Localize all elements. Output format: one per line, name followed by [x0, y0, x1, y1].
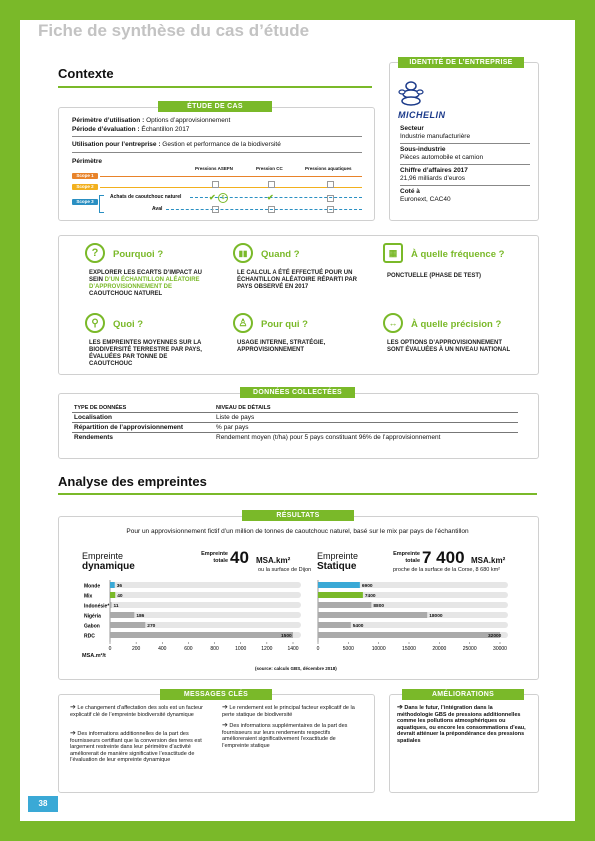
- message-2: [70, 731, 210, 764]
- tick-label: 20000: [432, 646, 447, 652]
- ca-label: Chiffre d’affaires 2017: [400, 167, 468, 174]
- col-aqua: Pressions aquatiques: [305, 166, 352, 171]
- sous-value: Pièces automobile et camion: [400, 154, 484, 161]
- q-quoi-title: Quoi ?: [113, 319, 144, 330]
- col-asefn: Pressions ASEFN: [195, 166, 233, 171]
- message-3-text: Le rendement est le principal facteur explicatif de la perte statique de biodiversité: [222, 705, 355, 718]
- identite-sous: [400, 146, 483, 162]
- bar: [110, 612, 134, 618]
- perimetre-label: Périmètre d’utilisation :: [72, 117, 145, 124]
- divider: [400, 164, 530, 165]
- etude-perimetre: [72, 117, 230, 125]
- identite-secteur: [400, 125, 470, 141]
- utilisation-label: Utilisation pour l’entreprise :: [72, 141, 161, 148]
- q-pourqui-text: USAGE INTERNE, STRATÉGIE, APPROVISIONNEMENT: [237, 340, 326, 353]
- scope3-badge: Scope 3: [72, 199, 98, 205]
- q-frequence-title: À quelle fréquence ?: [411, 249, 505, 260]
- data-label: 36: [116, 584, 123, 590]
- sous-label: Sous-industrie: [400, 146, 446, 153]
- q-pourqui-title: Pour qui ?: [261, 319, 308, 330]
- donnees-table: [72, 403, 518, 442]
- tick-label: 200: [131, 646, 141, 652]
- empty-box-icon: [268, 181, 275, 188]
- cote-value: Euronext, CAC40: [400, 196, 451, 203]
- stat-total-unit: MSA.km²: [471, 556, 506, 565]
- question-mark-icon: ?: [85, 243, 105, 263]
- message-1-text: Le changement d’affectation des sols est un facteur explicatif clé de l’empreinte biodiversité dynamique: [70, 705, 203, 718]
- check-icon-2: ✔: [267, 193, 274, 202]
- calendar-icon: ▦: [383, 243, 403, 263]
- donnees-tag: DONNÉES COLLECTÉES: [240, 387, 355, 398]
- bibendum-icon: [398, 80, 424, 108]
- dyn-total-value: 40: [230, 548, 249, 567]
- tick-label: 0: [108, 646, 112, 652]
- q-pourquoi-text-c: CAOUTCHOUC NATUREL: [89, 291, 163, 297]
- etude-divider-2: [72, 152, 362, 153]
- data-label: 5400: [352, 624, 364, 630]
- data-label: 1500: [281, 634, 292, 640]
- scope2-line: [100, 187, 362, 188]
- data-label: 6900: [361, 584, 373, 590]
- michelin-logo: [398, 80, 424, 113]
- empty-box-icon: [212, 181, 219, 188]
- q-frequence-text: PONCTUELLE (PHASE DE TEST): [387, 273, 482, 279]
- tick-label: 800: [210, 646, 219, 652]
- ruler-icon: ↔: [383, 313, 403, 333]
- data-label: 270: [147, 624, 156, 630]
- message-1: [70, 705, 210, 718]
- person-icon: ♙: [233, 313, 253, 333]
- perimetre-heading: Périmètre: [72, 158, 102, 165]
- table-row: [72, 433, 518, 443]
- table-cell: Rendements: [74, 434, 114, 441]
- frame-left: [0, 0, 20, 841]
- page-title: Fiche de synthèse du cas d’étude: [38, 21, 310, 40]
- bar: [110, 632, 293, 638]
- bar: [110, 592, 115, 598]
- scope1-badge: Scope 1: [72, 173, 98, 179]
- tick-label: 1000: [235, 646, 247, 652]
- identite-ca: [400, 167, 468, 183]
- category-label: Mix: [84, 593, 93, 600]
- q-precision-text: LES OPTIONS D’APPROVISIONNEMENT SONT ÉVALUÉES À UN NIVEAU NATIONAL: [387, 340, 511, 353]
- arrow-right-icon: ➔: [222, 704, 228, 711]
- ameliorations-tag: AMÉLIORATIONS: [402, 689, 524, 700]
- etude-utilisation: [72, 141, 281, 149]
- bar: [318, 582, 360, 588]
- stat-total-value: 7 400: [422, 548, 465, 567]
- etude-periode: [72, 126, 189, 134]
- q-pourquoi-title: Pourquoi ?: [113, 249, 164, 260]
- tick-label: 0: [316, 646, 320, 652]
- row-aval: Aval: [152, 206, 163, 212]
- periode-label: Période d’évaluation :: [72, 126, 140, 133]
- category-label: Monde: [84, 583, 101, 590]
- row-achats-line: [190, 197, 362, 198]
- cote-label: Coté à: [400, 188, 420, 195]
- donnees-header-type: TYPE DE DONNÉES: [72, 403, 214, 413]
- etude-divider: [72, 136, 362, 137]
- message-4: [222, 723, 362, 749]
- divider: [400, 143, 530, 144]
- ameliorations-text: Dans le futur, l’intégration dans la méthodologie GBS de pressions additionnelles comme les pollutions atmosphériques ou aquatiques, ou encore les consommations d’eau, devrait atténuer la prépondérance des pressions spatiales: [397, 705, 526, 744]
- row-achats: Achats de caoutchouc naturel: [110, 194, 182, 200]
- arrow-right-icon: ➔: [70, 704, 76, 711]
- bar: [318, 592, 363, 598]
- periode-value: Échantillon 2017: [141, 126, 190, 133]
- dyn-total-unit: MSA.km²: [256, 556, 291, 565]
- empty-box-icon: [327, 206, 334, 213]
- empty-box-icon: [327, 195, 334, 202]
- dyn-chart-svg: [80, 576, 305, 668]
- q-quand-title: Quand ?: [261, 249, 300, 260]
- donnees-header-detail: NIVEAU DE DÉTAILS: [214, 403, 518, 413]
- stat-total-label: Empreinte totale: [393, 551, 420, 564]
- dyn-axis-unit: MSA.m²/t: [82, 653, 106, 659]
- data-label: 18000: [429, 614, 443, 620]
- scope1-line: [100, 176, 362, 177]
- arrow-right-icon: ➔: [70, 730, 76, 737]
- ca-value: 21,96 milliards d’euros: [400, 175, 466, 182]
- category-label: RDC: [84, 633, 95, 640]
- frame-top: [0, 0, 595, 20]
- utilisation-value: Gestion et performance de la biodiversité: [162, 141, 281, 148]
- data-label: 11: [113, 604, 119, 610]
- dollar-icon: $: [218, 193, 228, 203]
- dyn-compare: ou la surface de Dijon: [258, 567, 312, 573]
- stat-chart-svg: [314, 576, 524, 668]
- arrow-right-icon: ➔: [222, 722, 228, 729]
- frame-bottom: [0, 821, 595, 841]
- table-cell: % par pays: [214, 423, 518, 433]
- q-precision-title: À quelle précision ?: [411, 319, 502, 330]
- table-cell: Liste de pays: [214, 413, 518, 423]
- section-contexte: Contexte: [58, 66, 114, 81]
- message-4-text: Des informations supplémentaires de la part des fournisseurs sur leurs rendements respectifs amélioreraient significativement l’exactitude de l’empreinte statique: [222, 723, 348, 749]
- table-cell: Répartition de l’approvisionnement: [72, 423, 214, 433]
- table-row: [72, 423, 518, 433]
- bar: [318, 632, 500, 638]
- resultats-intro: Pour un approvisionnement fictif d’un million de tonnes de caoutchouc naturel, basé sur le mix par pays de l’échantillon: [126, 528, 469, 535]
- section-analyse: Analyse des empreintes: [58, 474, 207, 489]
- dyn-title-1: Empreinte: [82, 551, 124, 561]
- category-label: Gabon: [84, 623, 100, 630]
- q-pourquoi-text: [89, 270, 209, 298]
- dyn-total-label: Empreinte totale: [201, 551, 228, 564]
- tick-label: 10000: [371, 646, 386, 652]
- empty-box-icon: [212, 206, 219, 213]
- table-cell: Rendement moyen (t/ha) pour 5 pays constituant 96% de l’approvisionnement: [216, 434, 441, 441]
- bar-track: [110, 602, 301, 608]
- message-3: [222, 705, 362, 718]
- etude-tag: ÉTUDE DE CAS: [158, 101, 272, 112]
- data-label: 186: [136, 614, 145, 620]
- q-quand-text: LE CALCUL A ÉTÉ EFFECTUÉ POUR UN ÉCHANTILLON ALÉATOIRE RÉPARTI PAR PAYS OBSERVÉ EN 2017: [237, 270, 357, 290]
- q-pourquoi-text-b: D’UN ÉCHANTILLON ALÉATOIRE D’APPROVISIONNEMENT DE: [89, 277, 200, 290]
- dyn-title-2: dynamique: [82, 561, 135, 572]
- tick-label: 15000: [402, 646, 416, 652]
- secteur-value: Industrie manufacturière: [400, 133, 471, 140]
- stat-chart: [314, 576, 524, 673]
- bar-track: [110, 592, 301, 598]
- tick-label: 30000: [493, 646, 507, 652]
- stat-title-1: Empreinte: [317, 551, 359, 561]
- tick-label: 600: [184, 646, 193, 652]
- table-row: [72, 413, 518, 423]
- rule-analyse: [58, 493, 537, 495]
- perimetre-value: Options d’approvisionnement: [146, 117, 231, 124]
- logo-text: MICHELIN: [398, 110, 446, 120]
- messages-tag: MESSAGES CLÉS: [160, 689, 272, 700]
- divider: [400, 185, 530, 186]
- scope2-badge: Scope 2: [72, 184, 98, 190]
- message-2-text: Des informations additionnelles de la part des fournisseurs certifiant que la conversion des terres est largement restreinte dans leur périmètre d’activité améliorerait de manière significative l’exactitude de l’évaluation de leur empreinte dynamique: [70, 731, 202, 763]
- bar: [110, 582, 115, 588]
- ameliorations-content: [397, 705, 529, 744]
- tick-label: 5000: [342, 646, 354, 652]
- bar-track: [110, 582, 301, 588]
- arrow-right-icon: ➔: [397, 704, 403, 711]
- frame-right: [575, 0, 595, 841]
- bar-chart-icon: ▮▮: [233, 243, 253, 263]
- tick-label: 1400: [287, 646, 299, 652]
- bar: [318, 622, 351, 628]
- bar: [110, 602, 112, 608]
- tick-label: 1200: [261, 646, 273, 652]
- bar: [318, 602, 371, 608]
- empty-box-icon: [327, 181, 334, 188]
- empty-box-icon: [268, 206, 275, 213]
- tick-label: 25000: [462, 646, 477, 652]
- identite-tag: IDENTITÉ DE L’ENTREPRISE: [398, 57, 524, 68]
- bar: [110, 622, 145, 628]
- check-icon: ✔: [209, 193, 216, 202]
- tick-label: 400: [158, 646, 167, 652]
- identite-cote: [400, 188, 451, 204]
- category-label: Nigéria: [84, 613, 101, 620]
- dyn-chart: [80, 576, 305, 673]
- col-cc: Pression CC: [256, 166, 283, 171]
- rule-contexte: [58, 86, 372, 88]
- stat-compare: proche de la surface de la Corse, 8 680 km²: [393, 567, 501, 573]
- data-label: 40: [117, 594, 123, 600]
- scope3-bracket: [99, 195, 104, 213]
- data-label: 7400: [364, 594, 376, 600]
- category-label: Indonésie*: [84, 603, 110, 610]
- table-cell: Localisation: [72, 413, 214, 423]
- bar: [318, 612, 427, 618]
- magnifier-icon: ⚲: [85, 313, 105, 333]
- secteur-label: Secteur: [400, 125, 424, 132]
- stat-title-2: Statique: [317, 561, 357, 572]
- page-number: 38: [28, 796, 58, 812]
- resultats-tag: RÉSULTATS: [242, 510, 354, 521]
- data-label: 8800: [373, 604, 385, 610]
- q-quoi-text: LES EMPREINTES MOYENNES SUR LA BIODIVERSITÉ TERRESTRE PAR PAYS, ÉVALUÉES PAR TONNE DE CAOUTCHOUC: [89, 340, 202, 367]
- q-pourquoi-text-a: EXPLORER LES ECARTS D’IMPACT AU SEIN: [89, 270, 203, 283]
- source-note: (source: calculs GBS, décembre 2018): [255, 666, 337, 671]
- data-label: 32000: [488, 634, 502, 640]
